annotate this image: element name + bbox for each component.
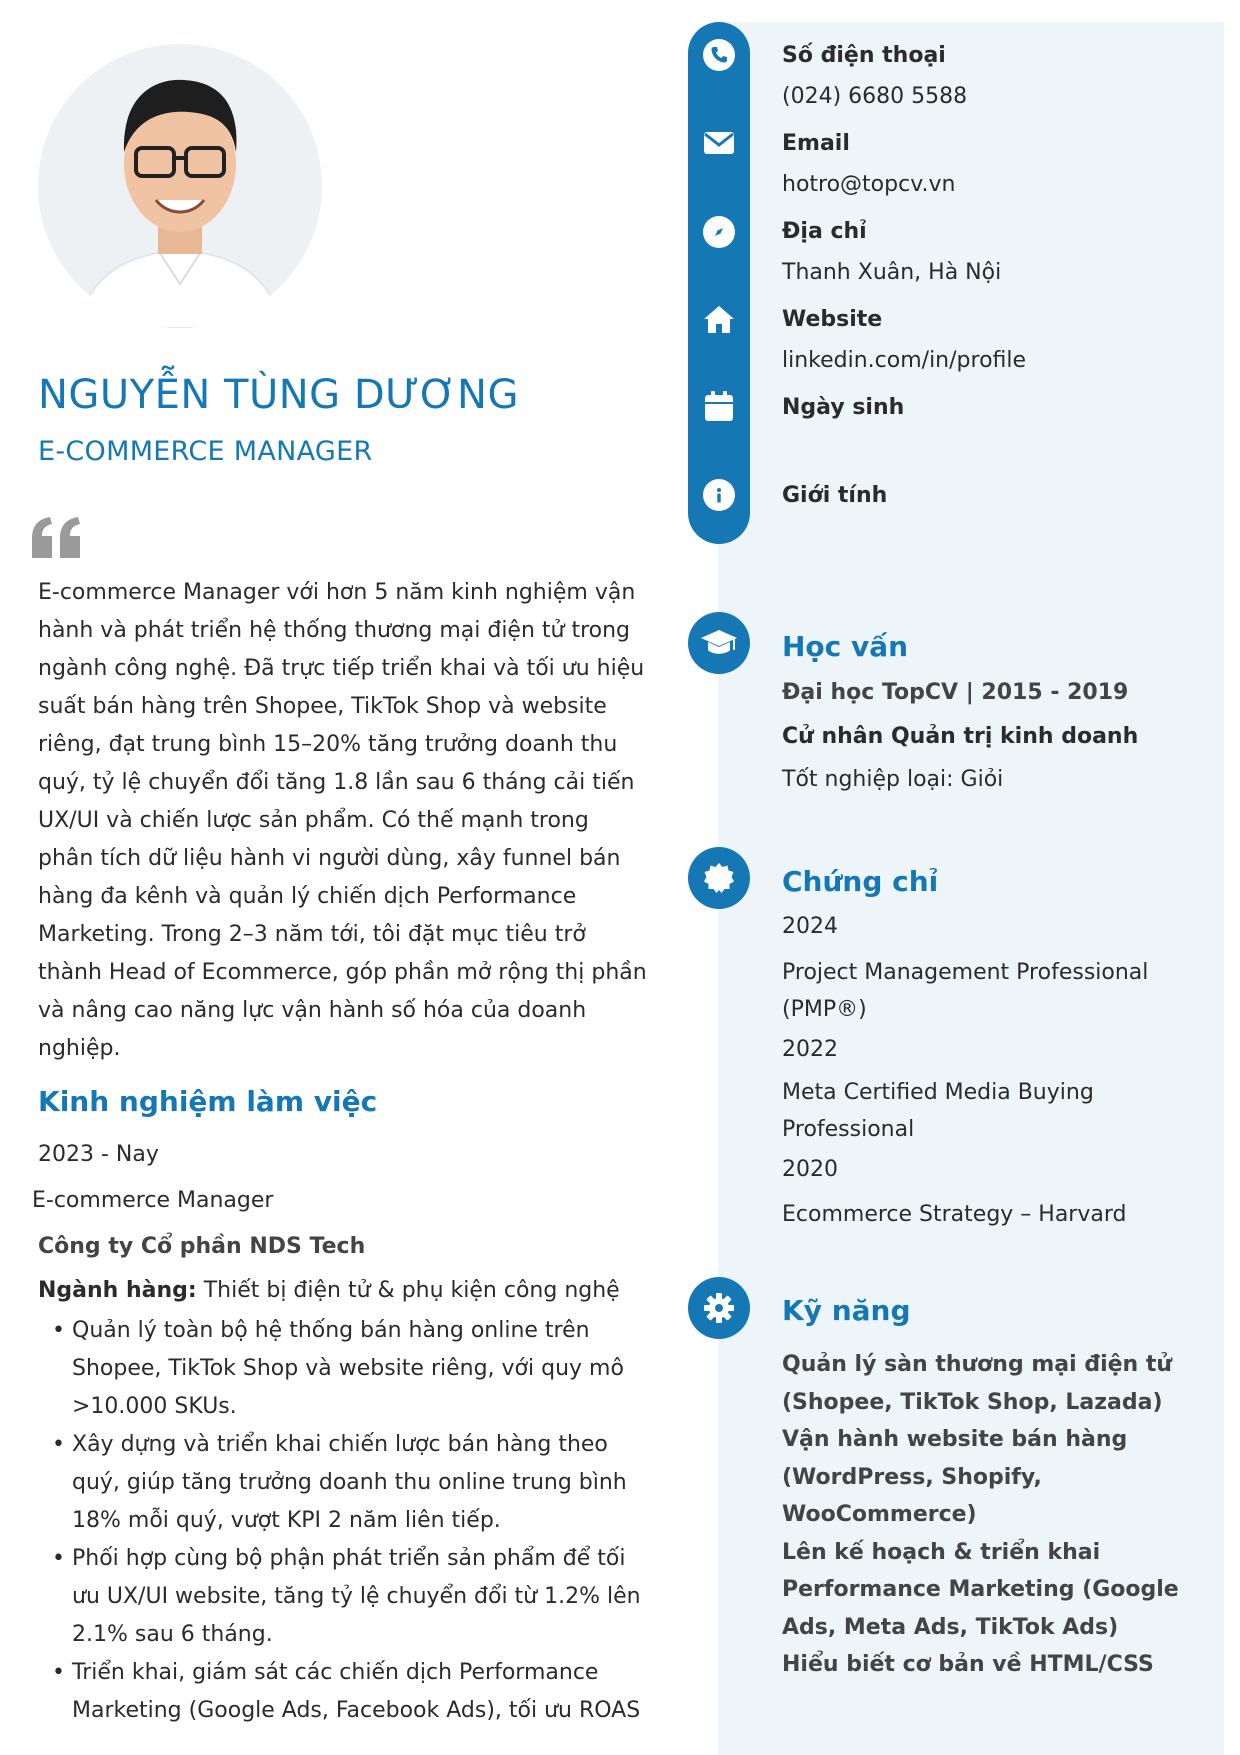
candidate-role: E-COMMERCE MANAGER	[38, 436, 373, 467]
certificate-year: 2024	[782, 914, 838, 939]
industry-label: Ngành hàng:	[38, 1278, 197, 1303]
compass-icon	[703, 216, 735, 248]
education-degree: Cử nhân Quản trị kinh doanh	[782, 724, 1139, 749]
education-school: Đại học TopCV | 2015 - 2019	[782, 680, 1129, 705]
badge-icon	[688, 847, 750, 909]
experience-period: 2023 - Nay	[38, 1142, 159, 1167]
experience-heading: Kinh nghiệm làm việc	[38, 1085, 378, 1118]
quote-icon	[30, 516, 82, 558]
candidate-name: NGUYỄN TÙNG DƯƠNG	[38, 372, 519, 418]
list-item: Lên kế hoạch & triển khai Performance Marketing (Google Ads, Meta Ads, TikTok Ads)	[782, 1539, 1179, 1640]
list-item: Hiểu biết cơ bản về HTML/CSS	[782, 1652, 1154, 1677]
experience-company: Công ty Cổ phần NDS Tech	[38, 1234, 366, 1259]
education-grade: Tốt nghiệp loại: Giỏi	[782, 767, 1004, 792]
email-label: Email	[782, 131, 850, 156]
profile-photo	[38, 44, 322, 328]
home-icon	[703, 303, 735, 335]
experience-title: E-commerce Manager	[32, 1188, 274, 1213]
list-item: • Quản lý toàn bộ hệ thống bán hàng online trên Shopee, TikTok Shop và website riêng, với quy mô >10.000 SKUs.	[38, 1312, 658, 1426]
contact-icon-bar	[688, 22, 750, 544]
calendar-icon	[703, 390, 735, 422]
skills-heading: Kỹ năng	[782, 1294, 911, 1327]
skills-list	[782, 1346, 1182, 1684]
phone-icon	[703, 39, 735, 71]
birthday-label: Ngày sinh	[782, 395, 905, 420]
graduation-cap-icon	[688, 612, 750, 674]
address-value: Thanh Xuân, Hà Nội	[782, 260, 1002, 285]
email-value: hotro@topcv.vn	[782, 172, 956, 197]
list-item: • Phối hợp cùng bộ phận phát triển sản phẩm để tối ưu UX/UI website, tăng tỷ lệ chuyển đổi từ 1.2% lên 2.1% sau 6 tháng.	[38, 1540, 658, 1654]
career-summary: E-commerce Manager với hơn 5 năm kinh nghiệm vận hành và phát triển hệ thống thương mại điện tử trong ngành công nghệ. Đã trực tiếp triển khai và tối ưu hiệu suất bán hàng trên Shopee, TikTok Shop và website riêng, đạt trung bình 15–20% tăng trưởng doanh thu quý, tỷ lệ chuyển đổi tăng 1.8 lần sau 6 tháng cải tiến UX/UI và chiến lược sản phẩm. Có thế mạnh trong phân tích dữ liệu hành vi người dùng, xây funnel bán hàng đa kênh và quản lý chiến dịch Performance Marketing. Trong 2–3 năm tới, tôi đặt mục tiêu trở thành Head of Ecommerce, góp phần mở rộng thị phần và nâng cao năng lực vận hành số hóa của doanh nghiệp.	[38, 580, 647, 1061]
envelope-icon	[703, 127, 735, 159]
list-item: • Triển khai, giám sát các chiến dịch Performance Marketing (Google Ads, Facebook Ads), tối ưu ROAS	[38, 1654, 658, 1730]
list-item: Vận hành website bán hàng (WordPress, Shopify, WooCommerce)	[782, 1427, 1128, 1527]
industry-value: Thiết bị điện tử & phụ kiện công nghệ	[196, 1278, 620, 1303]
certificate-year: 2022	[782, 1037, 838, 1062]
gender-label: Giới tính	[782, 483, 888, 508]
certificate-year: 2020	[782, 1157, 838, 1182]
gear-icon	[688, 1277, 750, 1339]
education-heading: Học vấn	[782, 630, 909, 663]
list-item: Quản lý sàn thương mại điện tử (Shopee, TikTok Shop, Lazada)	[782, 1352, 1173, 1415]
certificate-name: Ecommerce Strategy – Harvard	[782, 1202, 1127, 1227]
phone-label: Số điện thoại	[782, 43, 946, 68]
certificates-heading: Chứng chỉ	[782, 865, 939, 898]
info-icon	[703, 479, 735, 511]
website-label: Website	[782, 307, 883, 332]
website-value: linkedin.com/in/profile	[782, 348, 1027, 373]
experience-industry	[38, 1278, 620, 1303]
certificate-name: Meta Certified Media Buying Professional	[782, 1080, 1094, 1142]
experience-bullets	[38, 1312, 658, 1730]
list-item: • Xây dựng và triển khai chiến lược bán hàng theo quý, giúp tăng trưởng doanh thu online trung bình 18% mỗi quý, vượt KPI 2 năm liên tiếp.	[38, 1426, 658, 1540]
phone-value: (024) 6680 5588	[782, 84, 968, 109]
address-label: Địa chỉ	[782, 219, 867, 244]
certificate-name: Project Management Professional (PMP®)	[782, 960, 1149, 1022]
